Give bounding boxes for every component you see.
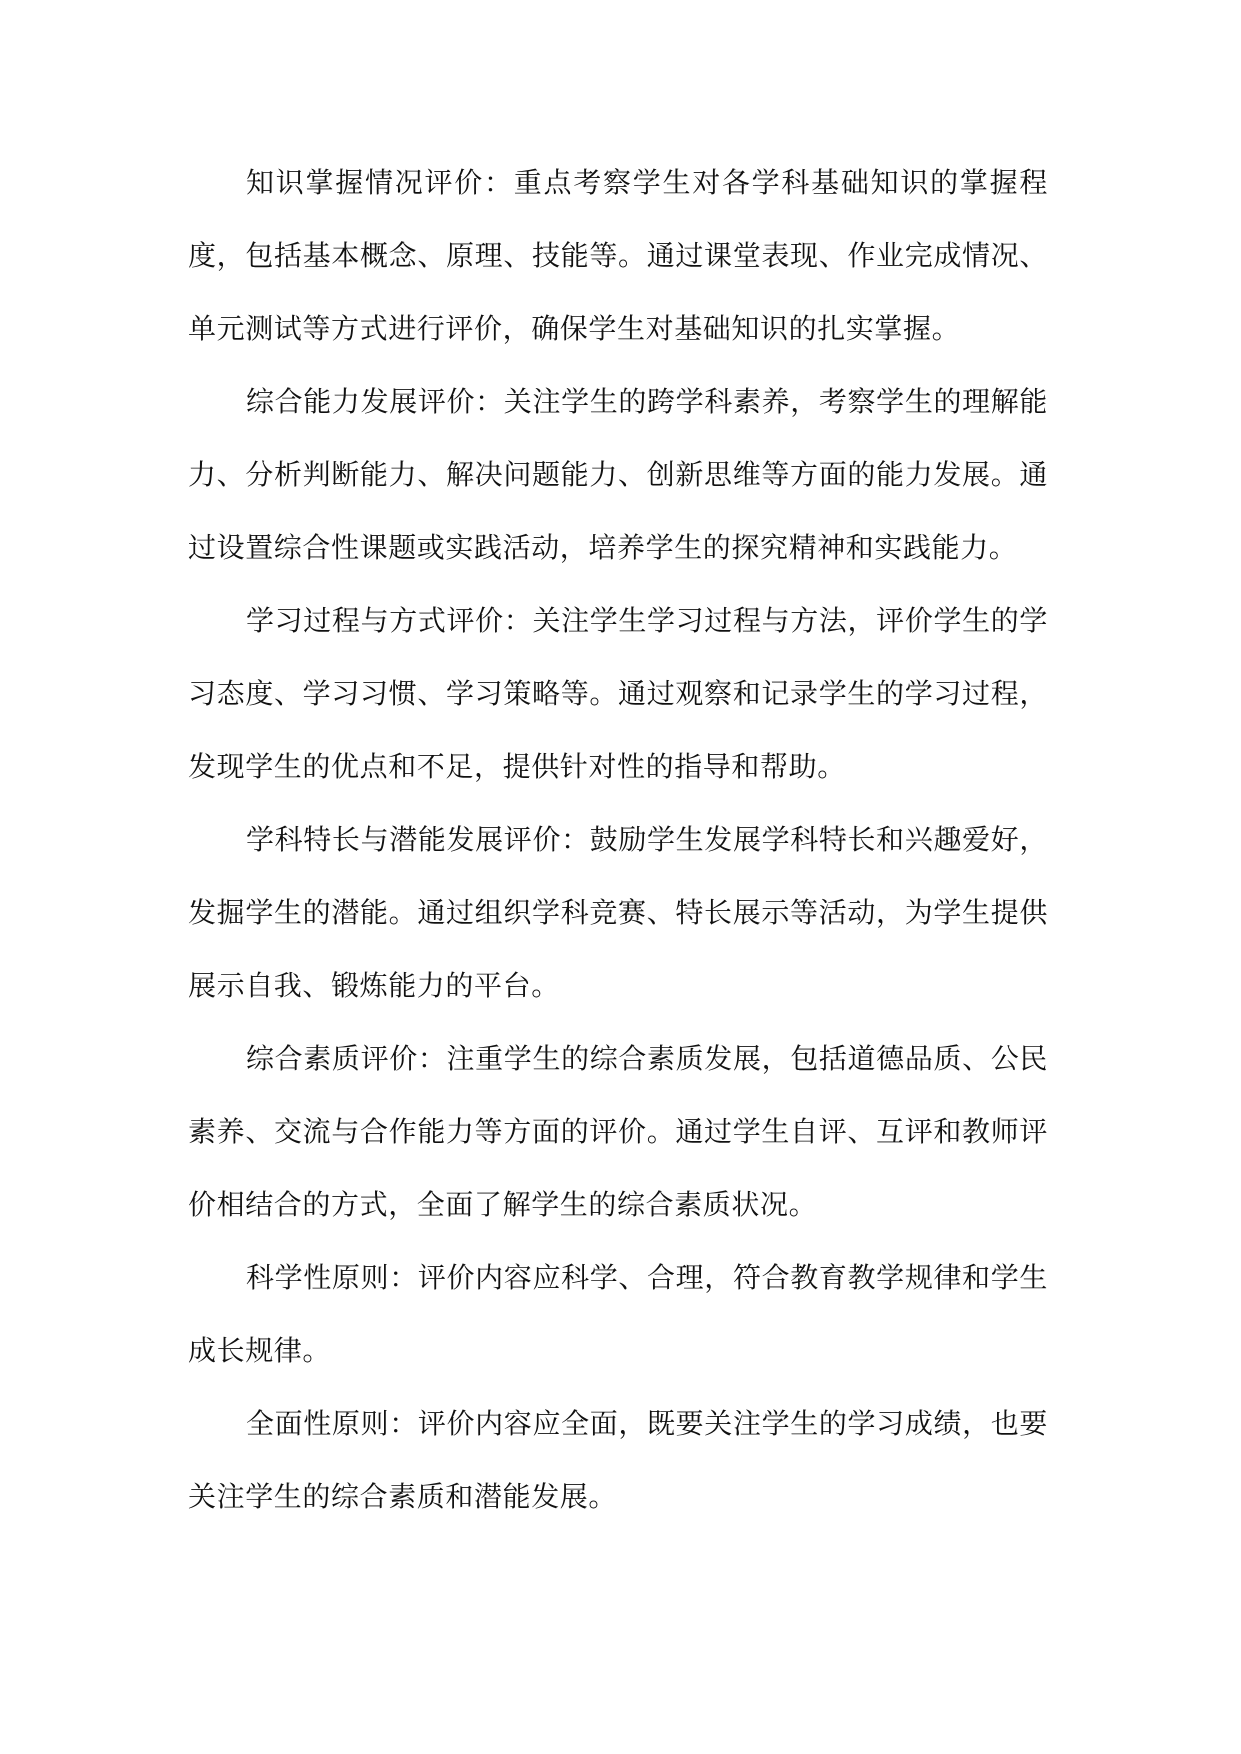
paragraph-comprehensive-ability: 综合能力发展评价：关注学生的跨学科素养，考察学生的理解能力、分析判断能力、解决问题能力、创新思维等方面的能力发展。通过设置综合性课题或实践活动，培养学生的探究精神和实践能力。 [188, 385, 1048, 564]
document-body [188, 146, 1048, 1533]
paragraph-knowledge-mastery: 知识掌握情况评价：重点考察学生对各学科基础知识的掌握程度，包括基本概念、原理、技能等。通过课堂表现、作业完成情况、单元测试等方式进行评价，确保学生对基础知识的扎实掌握。 [188, 166, 1048, 345]
paragraph-comprehensive-principle: 全面性原则：评价内容应全面，既要关注学生的学习成绩，也要关注学生的综合素质和潜能发展。 [188, 1407, 1048, 1513]
paragraph-subject-strengths: 学科特长与潜能发展评价：鼓励学生发展学科特长和兴趣爱好，发掘学生的潜能。通过组织学科竞赛、特长展示等活动，为学生提供展示自我、锻炼能力的平台。 [188, 823, 1048, 1002]
paragraph-learning-process: 学习过程与方式评价：关注学生学习过程与方法，评价学生的学习态度、学习习惯、学习策略等。通过观察和记录学生的学习过程，发现学生的优点和不足，提供针对性的指导和帮助。 [188, 604, 1048, 783]
paragraph-comprehensive-quality: 综合素质评价：注重学生的综合素质发展，包括道德品质、公民素养、交流与合作能力等方面的评价。通过学生自评、互评和教师评价相结合的方式，全面了解学生的综合素质状况。 [188, 1042, 1048, 1221]
paragraph-scientific-principle: 科学性原则：评价内容应科学、合理，符合教育教学规律和学生成长规律。 [188, 1261, 1048, 1367]
